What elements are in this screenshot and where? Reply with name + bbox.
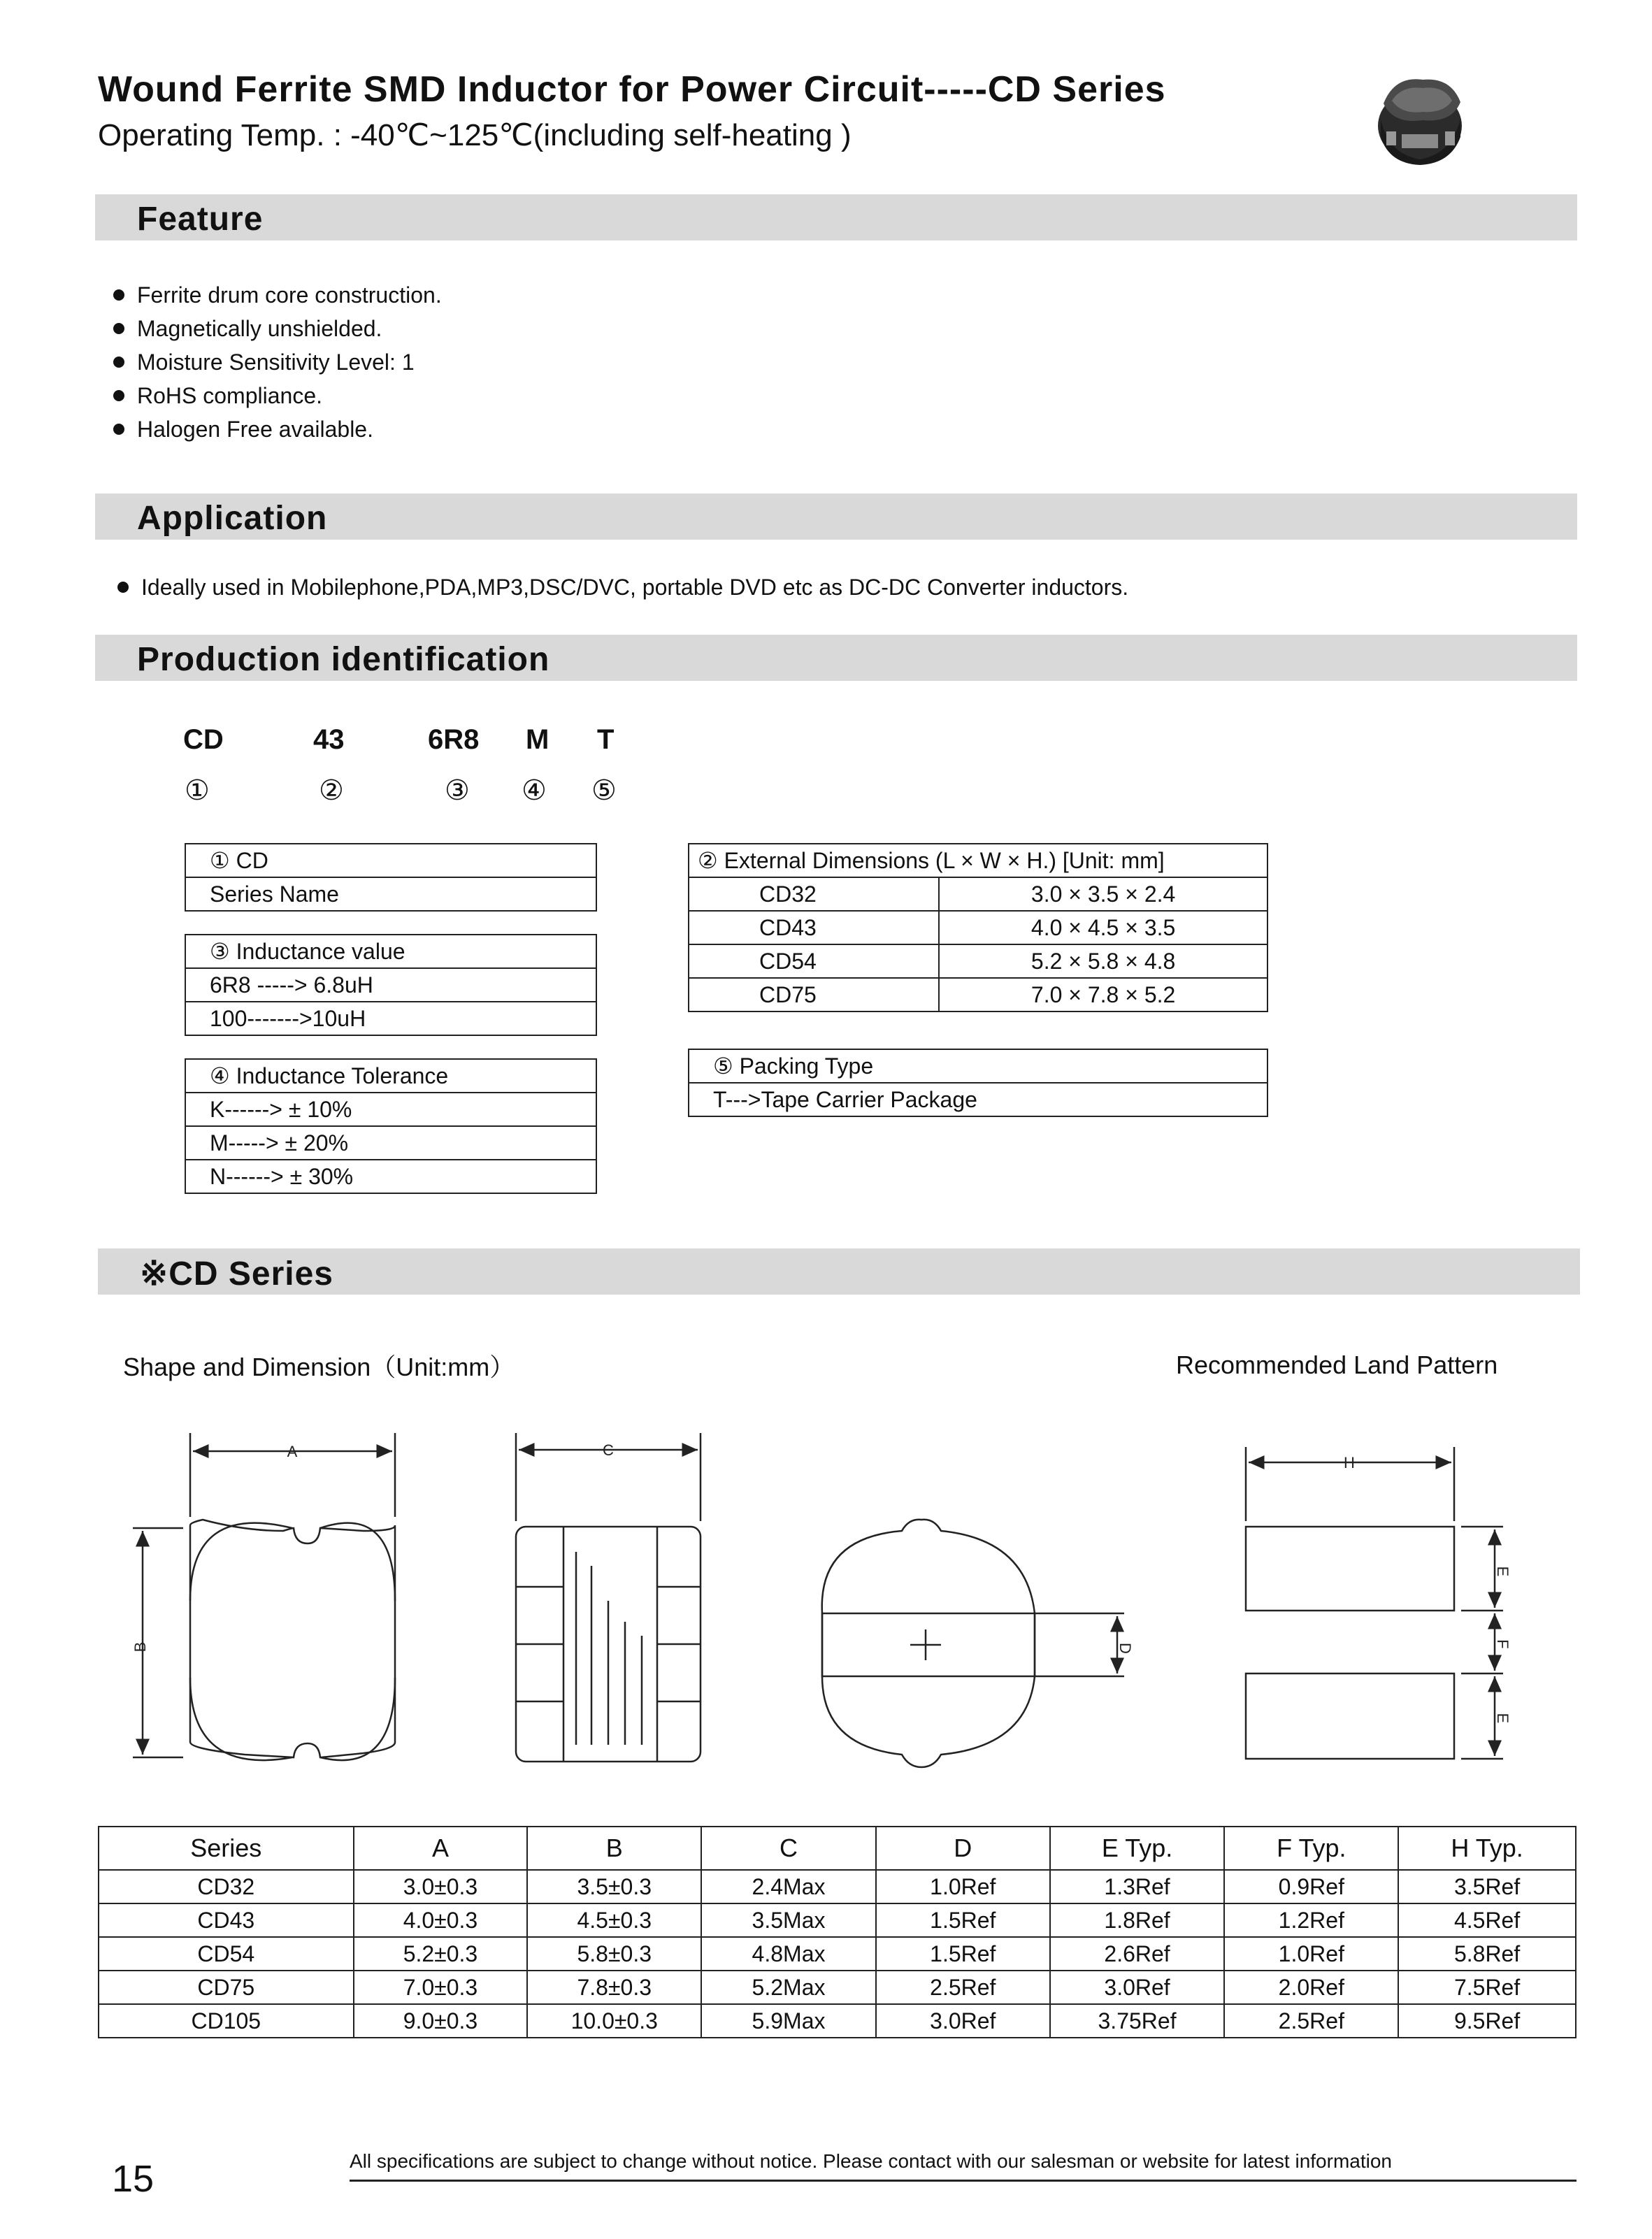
table-cell: 3.0Ref: [876, 2004, 1050, 2038]
dim-label-e-top: E: [1494, 1566, 1511, 1577]
column-header: H Typ.: [1398, 1827, 1576, 1870]
tolerance-box-row: N------> ± 30%: [185, 1160, 596, 1193]
dim-label-c: C: [603, 1441, 614, 1459]
table-cell: 7.8±0.3: [527, 1971, 701, 2004]
packing-type-box: [688, 1049, 1268, 1117]
table-cell: 2.6Ref: [1050, 1937, 1225, 1971]
dimension-code: CD32: [689, 877, 939, 911]
feature-banner: [95, 194, 1577, 240]
tolerance-box-row: M-----> ± 20%: [185, 1126, 596, 1160]
column-header: C: [701, 1827, 876, 1870]
list-item: Ferrite drum core construction.: [112, 278, 442, 312]
table-cell: 7.0±0.3: [354, 1971, 528, 2004]
dimension-size: 3.0 × 3.5 × 2.4: [939, 877, 1267, 911]
table-cell: CD105: [99, 2004, 354, 2038]
shape-dimension-label: Shape and Dimension（Unit:mm）: [123, 1353, 515, 1381]
bottom-view-drawing: [822, 1520, 1124, 1767]
table-row: [689, 944, 1267, 978]
dimension-size: 5.2 × 5.8 × 4.8: [939, 944, 1267, 978]
table-cell: CD43: [99, 1903, 354, 1937]
dimension-code: CD54: [689, 944, 939, 978]
dimension-size: 7.0 × 7.8 × 5.2: [939, 978, 1267, 1011]
series-name-box: [185, 843, 597, 912]
table-header-row: [99, 1827, 1576, 1870]
list-item: Magnetically unshielded.: [112, 312, 442, 345]
dimension-code: CD75: [689, 978, 939, 1011]
dim-label-h: H: [1344, 1454, 1355, 1471]
feature-list: [112, 278, 442, 446]
tolerance-box-row: K------> ± 10%: [185, 1093, 596, 1126]
code-inductance: 6R8: [428, 724, 480, 755]
table-cell: 3.5±0.3: [527, 1870, 701, 1903]
cd-series-banner: [98, 1248, 1580, 1295]
table-cell: 1.5Ref: [876, 1937, 1050, 1971]
table-cell: 1.3Ref: [1050, 1870, 1225, 1903]
page-title: Wound Ferrite SMD Inductor for Power Circuit-----CD Series: [98, 69, 1166, 110]
inductance-box-row: 6R8 -----> 6.8uH: [185, 968, 596, 1002]
packing-box-title: ⑤ Packing Type: [689, 1049, 1267, 1083]
table-row: [689, 978, 1267, 1011]
table-cell: 2.5Ref: [876, 1971, 1050, 2004]
code-packing: T: [597, 724, 615, 755]
land-pattern-label: Recommended Land Pattern: [1176, 1351, 1498, 1379]
table-row: [99, 1971, 1576, 2004]
dim-label-b: B: [131, 1641, 149, 1653]
table-row: [99, 2004, 1576, 2038]
footer-note: All specifications are subject to change without notice. Please contact with our salesman or website for latest information: [350, 2150, 1392, 2172]
cd-series-heading: ※CD Series: [140, 1255, 333, 1293]
land-pattern-drawing: [1246, 1447, 1503, 1759]
table-cell: 4.8Max: [701, 1937, 876, 1971]
tolerance-box-title: ④ Inductance Tolerance: [185, 1059, 596, 1093]
dim-label-a: A: [287, 1443, 298, 1460]
table-cell: 4.0±0.3: [354, 1903, 528, 1937]
inductance-box-row: 100------->10uH: [185, 1002, 596, 1035]
table-cell: CD32: [99, 1870, 354, 1903]
table-cell: 9.0±0.3: [354, 2004, 528, 2038]
spec-table: [98, 1826, 1576, 2038]
dimensions-box-title: ② External Dimensions (L × W × H.) [Unit: mm]: [689, 844, 1267, 877]
table-cell: 1.0Ref: [1224, 1937, 1398, 1971]
table-cell: 4.5±0.3: [527, 1903, 701, 1937]
table-cell: 9.5Ref: [1398, 2004, 1576, 2038]
marker-1: ①: [185, 775, 210, 806]
list-item: RoHS compliance.: [112, 379, 442, 412]
feature-heading: Feature: [137, 201, 264, 238]
table-cell: 5.9Max: [701, 2004, 876, 2038]
series-box-title: ① CD: [185, 844, 596, 877]
table-cell: CD54: [99, 1937, 354, 1971]
page-number: 15: [112, 2158, 155, 2200]
table-cell: 5.8±0.3: [527, 1937, 701, 1971]
table-cell: 3.5Max: [701, 1903, 876, 1937]
dim-label-f: F: [1494, 1639, 1511, 1649]
table-row: [689, 911, 1267, 944]
table-cell: 4.5Ref: [1398, 1903, 1576, 1937]
column-header: A: [354, 1827, 528, 1870]
table-cell: CD75: [99, 1971, 354, 2004]
table-cell: 5.8Ref: [1398, 1937, 1576, 1971]
table-cell: 1.5Ref: [876, 1903, 1050, 1937]
column-header: F Typ.: [1224, 1827, 1398, 1870]
marker-2: ②: [319, 775, 344, 806]
footer-divider: [350, 2180, 1576, 2182]
marker-4: ④: [522, 775, 547, 806]
inductance-box-title: ③ Inductance value: [185, 935, 596, 968]
production-banner: [95, 635, 1577, 681]
table-cell: 3.75Ref: [1050, 2004, 1225, 2038]
dim-label-e-bottom: E: [1494, 1713, 1511, 1724]
list-item: Moisture Sensitivity Level: 1: [112, 345, 442, 379]
code-series: CD: [183, 724, 224, 755]
side-view-drawing: [516, 1433, 701, 1762]
dimension-drawings: [0, 1426, 1652, 1804]
column-header: D: [876, 1827, 1050, 1870]
table-cell: 5.2±0.3: [354, 1937, 528, 1971]
list-item: Ideally used in Mobilephone,PDA,MP3,DSC/DVC, portable DVD etc as DC-DC Converter inductors.: [116, 570, 1128, 604]
table-cell: 3.5Ref: [1398, 1870, 1576, 1903]
table-row: [99, 1937, 1576, 1971]
external-dimensions-box: [688, 843, 1268, 1012]
table-cell: 2.4Max: [701, 1870, 876, 1903]
tolerance-box: [185, 1058, 597, 1194]
list-item: Halogen Free available.: [112, 412, 442, 446]
application-heading: Application: [137, 500, 328, 537]
table-cell: 1.8Ref: [1050, 1903, 1225, 1937]
table-row: [99, 1870, 1576, 1903]
product-photo: [1374, 70, 1468, 168]
dimension-size: 4.0 × 4.5 × 3.5: [939, 911, 1267, 944]
marker-3: ③: [445, 775, 470, 806]
table-cell: 3.0Ref: [1050, 1971, 1225, 2004]
table-cell: 2.5Ref: [1224, 2004, 1398, 2038]
marker-5: ⑤: [591, 775, 617, 806]
application-banner: [95, 494, 1577, 540]
packing-box-row: T--->Tape Carrier Package: [689, 1083, 1267, 1116]
series-box-row: Series Name: [185, 877, 596, 911]
table-row: [99, 1903, 1576, 1937]
table-cell: 3.0±0.3: [354, 1870, 528, 1903]
dim-label-d: D: [1116, 1643, 1134, 1654]
code-tolerance: M: [526, 724, 550, 755]
production-heading: Production identification: [137, 641, 550, 678]
column-header: Series: [99, 1827, 354, 1870]
operating-temp: Operating Temp. : -40℃~125℃(including self-heating ): [98, 118, 852, 152]
table-cell: 5.2Max: [701, 1971, 876, 2004]
table-cell: 1.0Ref: [876, 1870, 1050, 1903]
code-dimension: 43: [313, 724, 345, 755]
table-cell: 7.5Ref: [1398, 1971, 1576, 2004]
table-cell: 10.0±0.3: [527, 2004, 701, 2038]
table-row: [689, 877, 1267, 911]
top-view-drawing: [133, 1433, 395, 1760]
application-list: [116, 570, 1128, 604]
table-cell: 1.2Ref: [1224, 1903, 1398, 1937]
column-header: E Typ.: [1050, 1827, 1225, 1870]
table-cell: 0.9Ref: [1224, 1870, 1398, 1903]
column-header: B: [527, 1827, 701, 1870]
table-cell: 2.0Ref: [1224, 1971, 1398, 2004]
dimension-code: CD43: [689, 911, 939, 944]
inductance-value-box: [185, 934, 597, 1036]
